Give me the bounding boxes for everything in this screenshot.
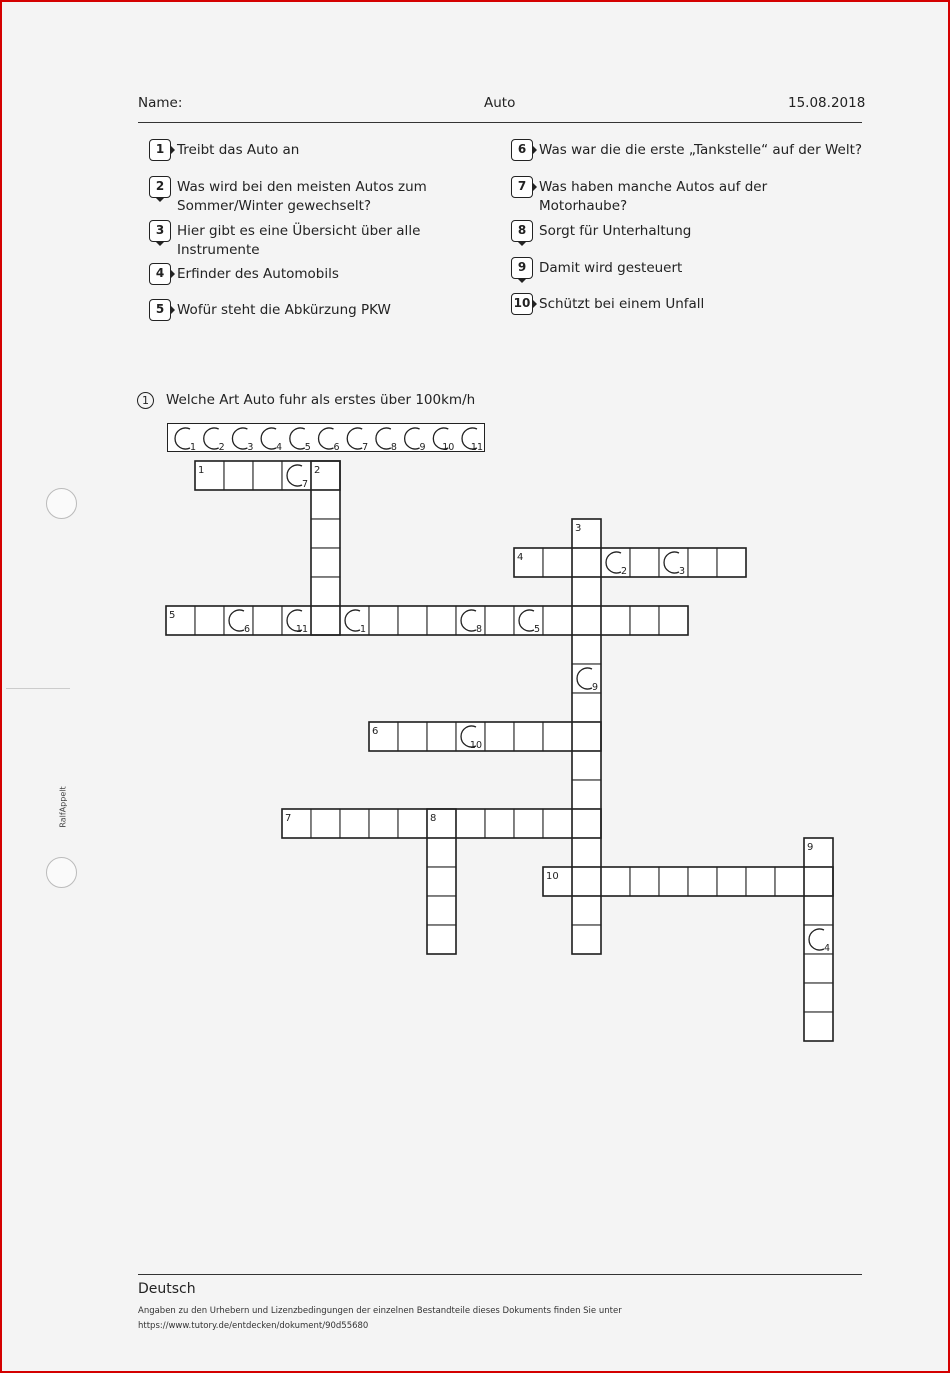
crossword-cell[interactable]	[630, 606, 659, 635]
word-number: 6	[372, 726, 379, 737]
marker-number: 11	[470, 442, 483, 453]
crossword-cell[interactable]	[514, 809, 543, 838]
crossword-cell[interactable]	[688, 867, 717, 896]
clue-text: Was war die die erste „Tankstelle“ auf der Welt?	[539, 142, 863, 158]
crossword-cell[interactable]	[311, 519, 340, 548]
crossword-cell[interactable]	[427, 838, 456, 867]
crossword-cell[interactable]	[572, 548, 601, 577]
marker-number: 11	[295, 624, 308, 635]
clue-text: Schützt bei einem Unfall	[539, 296, 705, 312]
clue-number-badge: 1	[149, 139, 171, 161]
clue-text: Was wird bei den meisten Autos zum Sommer/Winter gewechselt?	[177, 179, 427, 214]
crossword-cell[interactable]	[572, 896, 601, 925]
crossword-cell[interactable]	[311, 606, 340, 635]
clue-text: Was haben manche Autos auf der Motorhaube?	[539, 179, 768, 214]
crossword-cell[interactable]	[398, 809, 427, 838]
crossword-cell[interactable]	[717, 867, 746, 896]
word-number: 4	[517, 552, 524, 563]
marker-number: 2	[218, 442, 225, 453]
crossword-cell[interactable]	[659, 606, 688, 635]
clue-text: Sorgt für Unterhaltung	[539, 223, 692, 239]
crossword-cell[interactable]	[427, 606, 456, 635]
word-number: 2	[314, 465, 321, 476]
word-number: 1	[198, 465, 205, 476]
word-number: 8	[430, 813, 437, 824]
worksheet-title: Auto	[484, 95, 516, 111]
crossword-cell[interactable]	[340, 809, 369, 838]
crossword-cell[interactable]	[572, 577, 601, 606]
crossword-cell[interactable]	[485, 809, 514, 838]
marker-number: 7	[362, 442, 369, 453]
crossword-cell[interactable]	[572, 838, 601, 867]
crossword-cell[interactable]	[804, 867, 833, 896]
marker-number: 5	[304, 442, 311, 453]
clue-number-badge: 6	[511, 139, 533, 161]
author-side-text: RalfAppelt	[58, 786, 68, 828]
crossword-cell[interactable]	[572, 693, 601, 722]
crossword-cell[interactable]	[311, 490, 340, 519]
punch-hole-bottom	[46, 857, 77, 888]
crossword-cell[interactable]	[224, 461, 253, 490]
crossword-cell[interactable]	[804, 1012, 833, 1041]
word-number: 3	[575, 523, 582, 534]
marker-number: 3	[678, 566, 685, 577]
clue-number-badge: 7	[511, 176, 533, 198]
clue-text: Erfinder des Automobils	[177, 266, 339, 282]
clue-number-badge: 2	[149, 176, 171, 198]
crossword-cell[interactable]	[543, 809, 572, 838]
word-number: 10	[546, 871, 559, 882]
crossword-cell[interactable]	[195, 606, 224, 635]
crossword-cell[interactable]	[804, 896, 833, 925]
marker-number: 10	[442, 442, 455, 453]
clue-number-badge: 5	[149, 299, 171, 321]
word-number: 9	[807, 842, 814, 853]
marker-number: 6	[333, 442, 340, 453]
crossword-grid	[2, 2, 948, 1371]
footer-divider	[138, 1274, 862, 1275]
marker-number: 5	[533, 624, 540, 635]
marker-number: 8	[390, 442, 397, 453]
crossword-cell[interactable]	[775, 867, 804, 896]
crossword-cell[interactable]	[369, 809, 398, 838]
crossword-cell[interactable]	[601, 867, 630, 896]
crossword-cell[interactable]	[572, 606, 601, 635]
crossword-cell[interactable]	[398, 606, 427, 635]
clue-text: Hier gibt es eine Übersicht über alle Instrumente	[177, 223, 421, 258]
crossword-cell[interactable]	[572, 635, 601, 664]
crossword-cell[interactable]	[398, 722, 427, 751]
crossword-cell[interactable]	[572, 809, 601, 838]
crossword-cell[interactable]	[514, 722, 543, 751]
marker-number: 8	[475, 624, 482, 635]
crossword-cell[interactable]	[572, 751, 601, 780]
crossword-cell[interactable]	[485, 722, 514, 751]
clue-number-badge: 8	[511, 220, 533, 242]
crossword-cell[interactable]	[427, 722, 456, 751]
footer-subject: Deutsch	[138, 1281, 196, 1297]
clue-text: Wofür steht die Abkürzung PKW	[177, 302, 391, 318]
crossword-cell[interactable]	[485, 606, 514, 635]
marker-number: 10	[469, 740, 482, 751]
name-label: Name:	[138, 95, 183, 111]
crossword-cell[interactable]	[369, 606, 398, 635]
crossword-cell[interactable]	[572, 925, 601, 954]
crossword-cell[interactable]	[659, 867, 688, 896]
marker-number: 2	[620, 566, 627, 577]
crossword-cell[interactable]	[311, 809, 340, 838]
crossword-cell[interactable]	[253, 606, 282, 635]
marker-number: 9	[591, 682, 598, 693]
crossword-cell[interactable]	[804, 954, 833, 983]
crossword-cell[interactable]	[717, 548, 746, 577]
crossword-cell[interactable]	[427, 896, 456, 925]
crossword-cell[interactable]	[456, 809, 485, 838]
crossword-cell[interactable]	[601, 606, 630, 635]
crossword-cell[interactable]	[630, 867, 659, 896]
footer-license-note: Angaben zu den Urhebern und Lizenzbedingungen der einzelnen Bestandteile dieses Dokuments finden Sie unter	[138, 1306, 622, 1316]
crossword-cell[interactable]	[543, 548, 572, 577]
worksheet-date: 15.08.2018	[788, 95, 866, 111]
clue-number-badge: 3	[149, 220, 171, 242]
crossword-cell[interactable]	[311, 548, 340, 577]
marker-number: 3	[247, 442, 254, 453]
word-number: 5	[169, 610, 176, 621]
crossword-cell[interactable]	[746, 867, 775, 896]
crossword-cell[interactable]	[543, 606, 572, 635]
crossword-cell[interactable]	[688, 548, 717, 577]
marker-number: 1	[359, 624, 366, 635]
clue-text: Damit wird gesteuert	[539, 260, 683, 276]
crossword-cell[interactable]	[630, 548, 659, 577]
clue-number-badge: 10	[511, 293, 533, 315]
marker-number: 4	[276, 442, 283, 453]
task-text: Welche Art Auto fuhr als erstes über 100km/h	[166, 392, 476, 408]
marker-number: 9	[419, 442, 426, 453]
punch-hole-top	[46, 488, 77, 519]
footer-license-link[interactable]: https://www.tutory.de/entdecken/dokument/90d55680	[138, 1321, 369, 1331]
fold-mark	[6, 688, 70, 689]
crossword-cell[interactable]	[253, 461, 282, 490]
crossword-cell[interactable]	[311, 577, 340, 606]
marker-number: 1	[189, 442, 196, 453]
crossword-cell[interactable]	[427, 867, 456, 896]
clue-number-badge: 9	[511, 257, 533, 279]
crossword-cell[interactable]	[572, 780, 601, 809]
clue-number-badge: 4	[149, 263, 171, 285]
crossword-cell[interactable]	[543, 722, 572, 751]
task-number-circle: 1	[137, 392, 154, 409]
marker-number: 4	[823, 943, 830, 954]
marker-number: 7	[301, 479, 308, 490]
crossword-cell[interactable]	[572, 867, 601, 896]
clue-text: Treibt das Auto an	[177, 142, 300, 158]
word-number: 7	[285, 813, 292, 824]
crossword-cell[interactable]	[427, 925, 456, 954]
marker-number: 6	[243, 624, 250, 635]
crossword-cell[interactable]	[572, 722, 601, 751]
crossword-cell[interactable]	[804, 983, 833, 1012]
